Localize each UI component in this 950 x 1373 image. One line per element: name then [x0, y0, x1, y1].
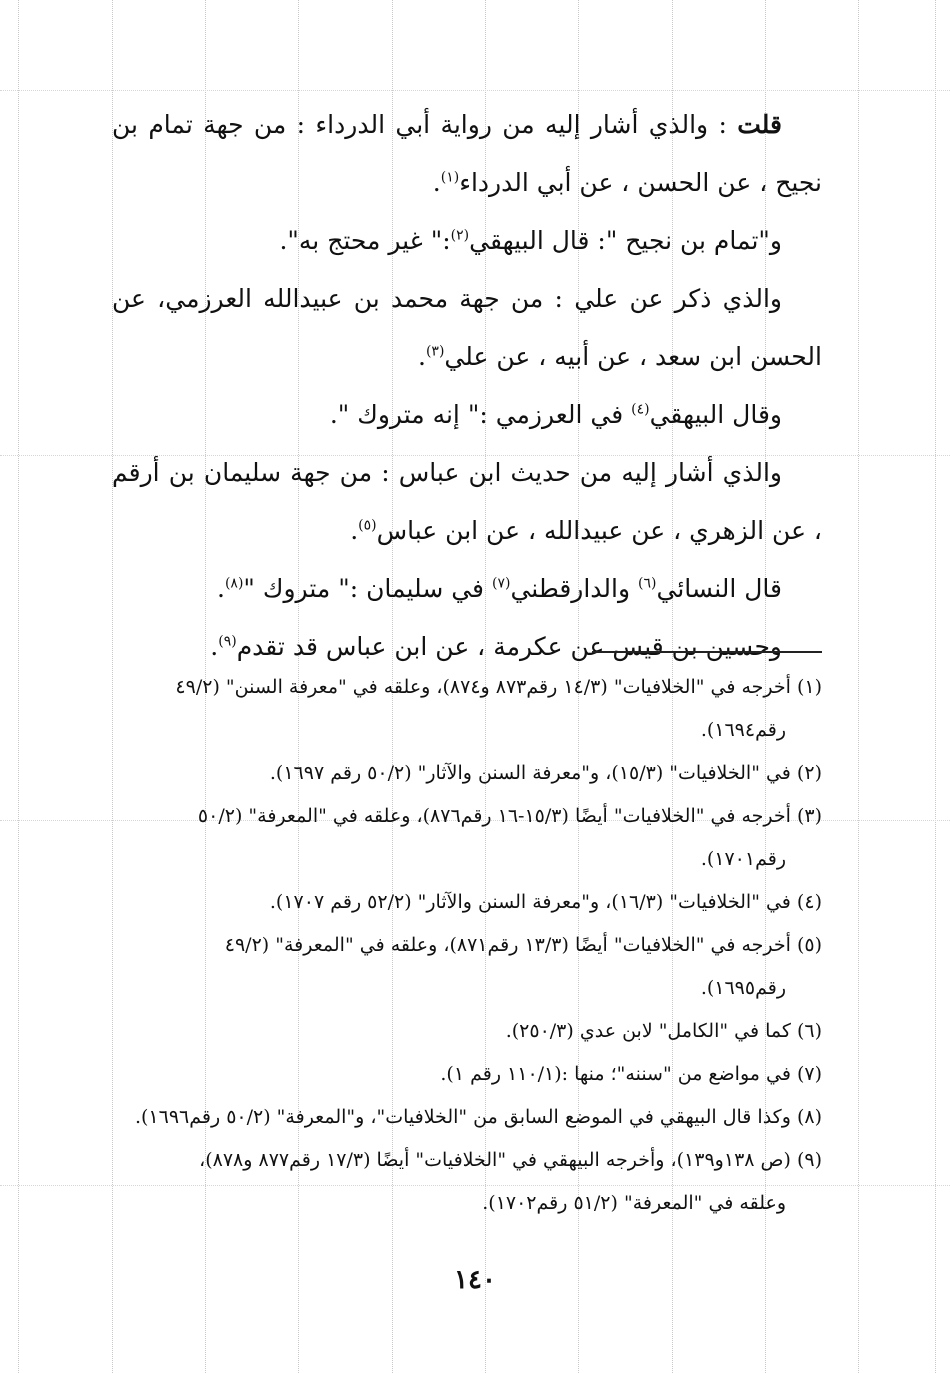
- footnote-continuation: وعلقه في "المعرفة" (٥١/٢ رقم١٧٠٢).: [482, 1192, 786, 1214]
- grid-line: [18, 0, 19, 1373]
- footnote-text: (٨) وكذا قال البيهقي في الموضع السابق من "الخلافيات"، و"المعرفة" (٥٠/٢ رقم١٦٩٦).: [134, 1106, 822, 1128]
- footnote-text: (٩) (ص ١٣٨و١٣٩)، وأخرجه البيهقي في "الخلافيات" أيضًا (١٧/٣ رقم٨٧٧ و٨٧٨)،: [199, 1149, 822, 1171]
- paragraph-text: وقال البيهقي: [649, 400, 782, 429]
- paragraph-end: .: [432, 168, 441, 197]
- footnote-text: (٧) في مواضع من "سننه"؛ منها :(١١٠/١ رقم ١).: [440, 1063, 822, 1085]
- footnote-continuation: رقم١٦٩٤).: [700, 719, 786, 741]
- footnote-continuation: رقم١٦٩٥).: [700, 977, 786, 999]
- paragraph-text: وحسين بن قيس عن عكرمة ، عن ابن عباس قد تقدم: [236, 632, 782, 661]
- paragraph-end: :" غير محتج به".: [279, 226, 451, 255]
- footnote-ref-6[interactable]: (٦): [638, 575, 657, 592]
- paragraph-1: [112, 96, 822, 212]
- footnote-ref-8[interactable]: (٨): [224, 575, 244, 592]
- footnote-ref-5[interactable]: (٥): [358, 517, 377, 534]
- footnote-text: (٥) أخرجه في "الخلافيات" أيضًا (١٣/٣ رقم٨٧١)، وعلقه في "المعرفة" (٤٩/٢: [224, 934, 822, 956]
- footnote-text: (٦) كما في "الكامل" لابن عدي (٢٥٠/٣).: [505, 1020, 822, 1042]
- grid-line: [858, 0, 859, 1373]
- footnotes: [112, 666, 822, 1225]
- paragraph-text: والدارقطني: [510, 574, 639, 603]
- footnote-ref-2[interactable]: (٢): [450, 227, 470, 244]
- paragraph-end: .: [216, 574, 225, 603]
- paragraph-3: [112, 270, 822, 386]
- paragraph-end: .: [417, 342, 426, 371]
- footnote-ref-9[interactable]: (٩): [218, 633, 237, 650]
- footnote-ref-3[interactable]: (٣): [425, 343, 445, 360]
- footnote-ref-4[interactable]: (٤): [631, 401, 650, 418]
- footnote-text: (٣) أخرجه في "الخلافيات" أيضًا (١٥/٣-١٦ رقم٨٧٦)، وعلقه في "المعرفة" (٥٠/٢: [197, 805, 822, 827]
- footnote-text: (٤) في "الخلافيات" (١٦/٣)، و"معرفة السنن والآثار" (٥٢/٢ رقم ١٧٠٧).: [269, 891, 822, 913]
- footnote-separator: [592, 651, 822, 653]
- footnote-9: [112, 1139, 822, 1225]
- footnote-text: (٢) في "الخلافيات" (١٥/٣)، و"معرفة السنن والآثار" (٥٠/٢ رقم ١٦٩٧).: [269, 762, 822, 784]
- paragraph-text: والذي أشار إليه من حديث ابن عباس : من جهة سليمان بن أرقم ، عن الزهري ، عن عبيدالله ، عن ابن عباس: [112, 458, 822, 545]
- footnote-8: [112, 1096, 822, 1139]
- paragraph-text: : والذي أشار إليه من رواية أبي الدرداء : من جهة تمام بن نجيح ، عن الحسن ، عن أبي الدرداء: [112, 110, 822, 197]
- footnote-2: [112, 752, 822, 795]
- footnote-ref-1[interactable]: (١): [440, 169, 460, 186]
- qult-label: قلت: [737, 110, 782, 139]
- grid-line: [935, 0, 936, 1373]
- paragraph-text: في سليمان :" متروك ": [243, 574, 492, 603]
- footnote-text: (١) أخرجه في "الخلافيات" (١٤/٣ رقم٨٧٣ و٨٧٤)، وعلقه في "معرفة السنن" (٤٩/٢: [175, 676, 822, 698]
- main-text: [112, 96, 822, 676]
- paragraph-6: [112, 560, 822, 618]
- paragraph-5: [112, 444, 822, 560]
- footnote-7: [112, 1053, 822, 1096]
- paragraph-4: [112, 386, 822, 444]
- paragraph-text: قال النسائي: [656, 574, 782, 603]
- paragraph-end: .: [350, 516, 359, 545]
- footnote-3: [112, 795, 822, 881]
- footnote-1: [112, 666, 822, 752]
- paragraph-text: و"تمام بن نجيح ": قال البيهقي: [469, 226, 782, 255]
- paragraph-end: في العرزمي :" إنه متروك ".: [329, 400, 632, 429]
- footnote-6: [112, 1010, 822, 1053]
- grid-line: [0, 90, 950, 91]
- paragraph-2: [112, 212, 822, 270]
- footnote-continuation: رقم١٧٠١).: [700, 848, 786, 870]
- footnote-4: [112, 881, 822, 924]
- page-number: ١٤٠: [454, 1265, 496, 1295]
- footnote-ref-7[interactable]: (٧): [491, 575, 511, 592]
- footnote-5: [112, 924, 822, 1010]
- paragraph-text: والذي ذكر عن علي : من جهة محمد بن عبيدالله العرزمي، عن الحسن ابن سعد ، عن أبيه ، عن علي: [112, 284, 822, 371]
- paragraph-end: .: [210, 632, 219, 661]
